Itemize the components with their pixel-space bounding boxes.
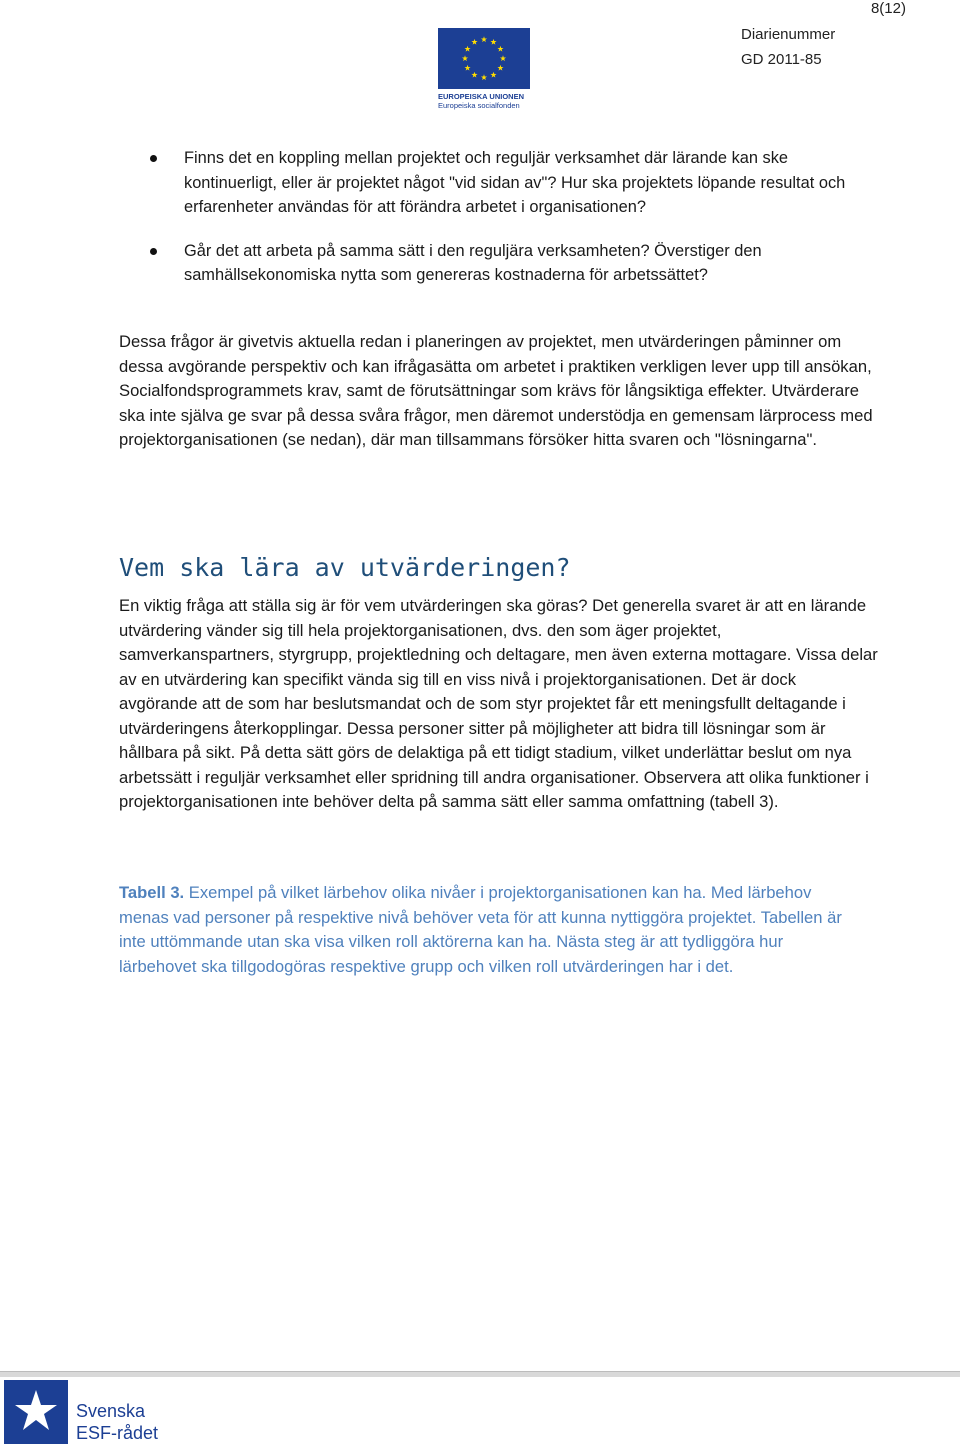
esf-logo bbox=[4, 1380, 174, 1444]
esf-star-icon bbox=[4, 1380, 68, 1444]
question-list bbox=[150, 146, 870, 307]
eu-logo bbox=[438, 28, 530, 110]
list-item-text: Finns det en koppling mellan projektet och reguljär verksamhet där lärande kan ske kontinuerligt, eller är projektet något "vid sidan av"? Hur ska projektets löpande resultat och erfarenheter användas för att förändra arbetet i organisationen? bbox=[184, 149, 846, 216]
eu-flag-icon bbox=[438, 28, 530, 89]
section-heading: Vem ska lära av utvärderingen? bbox=[119, 553, 571, 582]
bullet-icon bbox=[150, 248, 157, 255]
table-caption bbox=[119, 881, 859, 980]
esf-logo-text bbox=[76, 1400, 158, 1444]
list-item bbox=[150, 146, 870, 220]
list-item-text: Går det att arbeta på samma sätt i den reguljära verksamheten? Överstiger den samhällsekonomiska nytta som genereras kostnaderna för arbetssättet? bbox=[184, 241, 762, 284]
esf-logo-line2: ESF-rådet bbox=[76, 1423, 159, 1443]
table-caption-text: Exempel på vilket lärbehov olika nivåer i projektorganisationen kan ha. Med lärbehov menas vad personer på respektive nivå behöver veta för att kunna nyttiggöra projektet. Tabellen är inte uttömmande utan ska visa vilken roll aktörerna kan ha. Nästa steg är att tydliggöra hur lärbehovet ska tillgodogöras respektive grupp och vilken roll utvärderingen har i det. bbox=[119, 883, 842, 977]
diarie-block bbox=[741, 22, 835, 72]
diarie-number: GD 2011-85 bbox=[741, 51, 822, 68]
body-paragraph-1: Dessa frågor är givetvis aktuella redan i planeringen av projektet, men utvärderingen påminner om dessa avgörande perspektiv och kan ifrågasätta om arbetet i praktiken verkligen lever upp till ansökan, Socialfondsprogrammets krav, samt de förutsättningar som krävs för långsiktiga effekter. Utvärderare ska inte själva ge svar på dessa svåra frågor, men däremot understödja en gemensam lärprocess med projektorganisationen (se nedan), där man tillsammans försöker hitta svaren och "lösningarna". bbox=[119, 332, 873, 449]
footer-divider bbox=[0, 1371, 960, 1377]
body-paragraph-2: En viktig fråga att ställa sig är för vem utvärderingen ska göras? Det generella svaret är att en lärande utvärdering vänder sig till hela projektorganisationen, dvs. den som äger projektet, samverkanspartners, styrgrupp, projektledning och deltagare, men även externa mottagare. Vissa delar av en utvärdering kan specifikt vända sig till en viss nivå i projektorganisationen. Det är dock avgörande att de som har beslutsmandat och de som styr projektet får ett meningsfullt deltagande i utvärderingens återkopplingar. Dessa personer sitter på möjligheter att bidra till lösningar som är hållbara på sikt. På detta sätt görs de delaktiga på ett tidigt stadium, vilket underlättar beslut om nya arbetssätt i reguljär verksamhet eller spridning till andra organisationer. Observera att olika funktioner i projektorganisationen inte behöver delta på samma sätt eller samma omfattning (tabell 3). bbox=[119, 596, 878, 811]
bullet-icon bbox=[150, 155, 157, 162]
eu-logo-title: EUROPEISKA UNIONEN bbox=[438, 92, 524, 101]
diarie-label: Diarienummer bbox=[741, 26, 836, 43]
list-item bbox=[150, 239, 870, 288]
eu-logo-subtitle: Europeiska socialfonden bbox=[438, 101, 520, 110]
table-caption-label: Tabell 3. bbox=[119, 883, 185, 902]
page-number: 8(12) bbox=[870, 0, 906, 17]
esf-logo-line1: Svenska bbox=[76, 1401, 146, 1421]
